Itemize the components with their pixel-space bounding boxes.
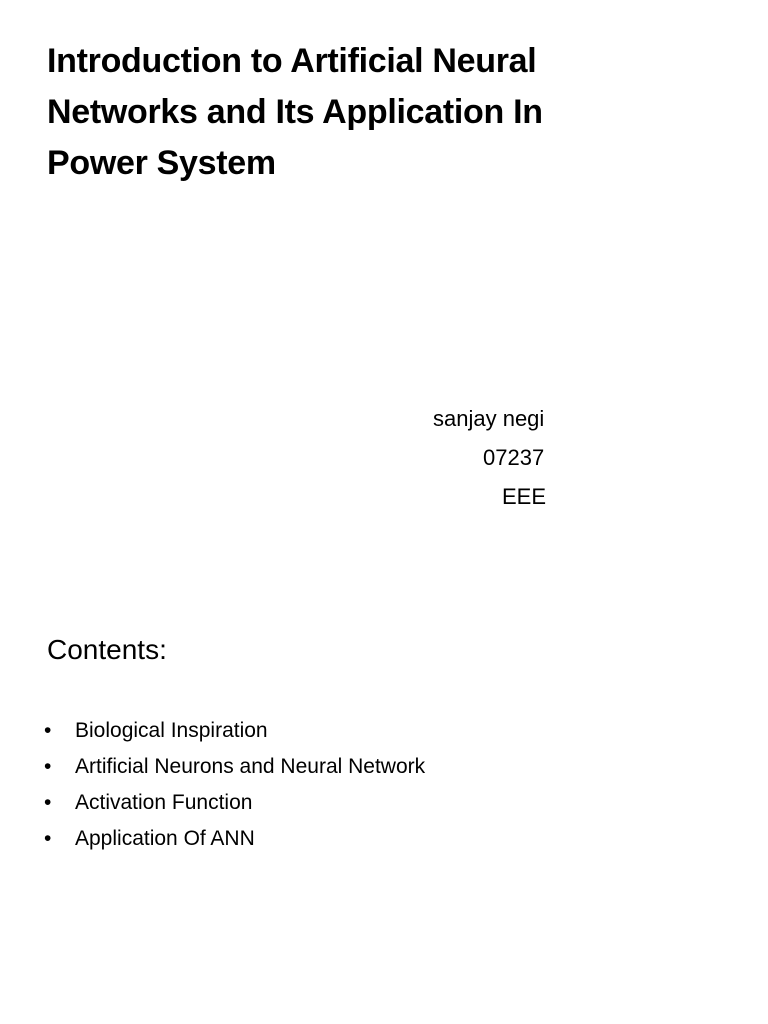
list-item-text: Artificial Neurons and Neural Network <box>75 755 426 778</box>
title-line-1: Introduction to Artificial Neural <box>47 42 537 80</box>
bullet-icon: • <box>44 827 52 850</box>
list-item <box>44 785 425 821</box>
bullet-icon: • <box>44 791 52 814</box>
list-item <box>44 821 425 857</box>
slide-title <box>47 36 687 189</box>
list-item <box>44 749 425 785</box>
author-roll-number: 07237 <box>483 445 545 470</box>
author-department: EEE <box>502 484 547 509</box>
contents-list <box>44 713 425 857</box>
bullet-icon: • <box>44 719 52 742</box>
title-line-2: Networks and Its Application In <box>47 93 543 131</box>
author-name: sanjay negi <box>433 406 545 431</box>
list-item <box>44 713 425 749</box>
list-item-text: Application Of ANN <box>75 827 255 850</box>
list-item-text: Biological Inspiration <box>75 719 268 742</box>
bullet-icon: • <box>44 755 52 778</box>
list-item-text: Activation Function <box>75 791 253 814</box>
title-line-3: Power System <box>47 144 276 182</box>
contents-heading: Contents: <box>47 634 167 665</box>
